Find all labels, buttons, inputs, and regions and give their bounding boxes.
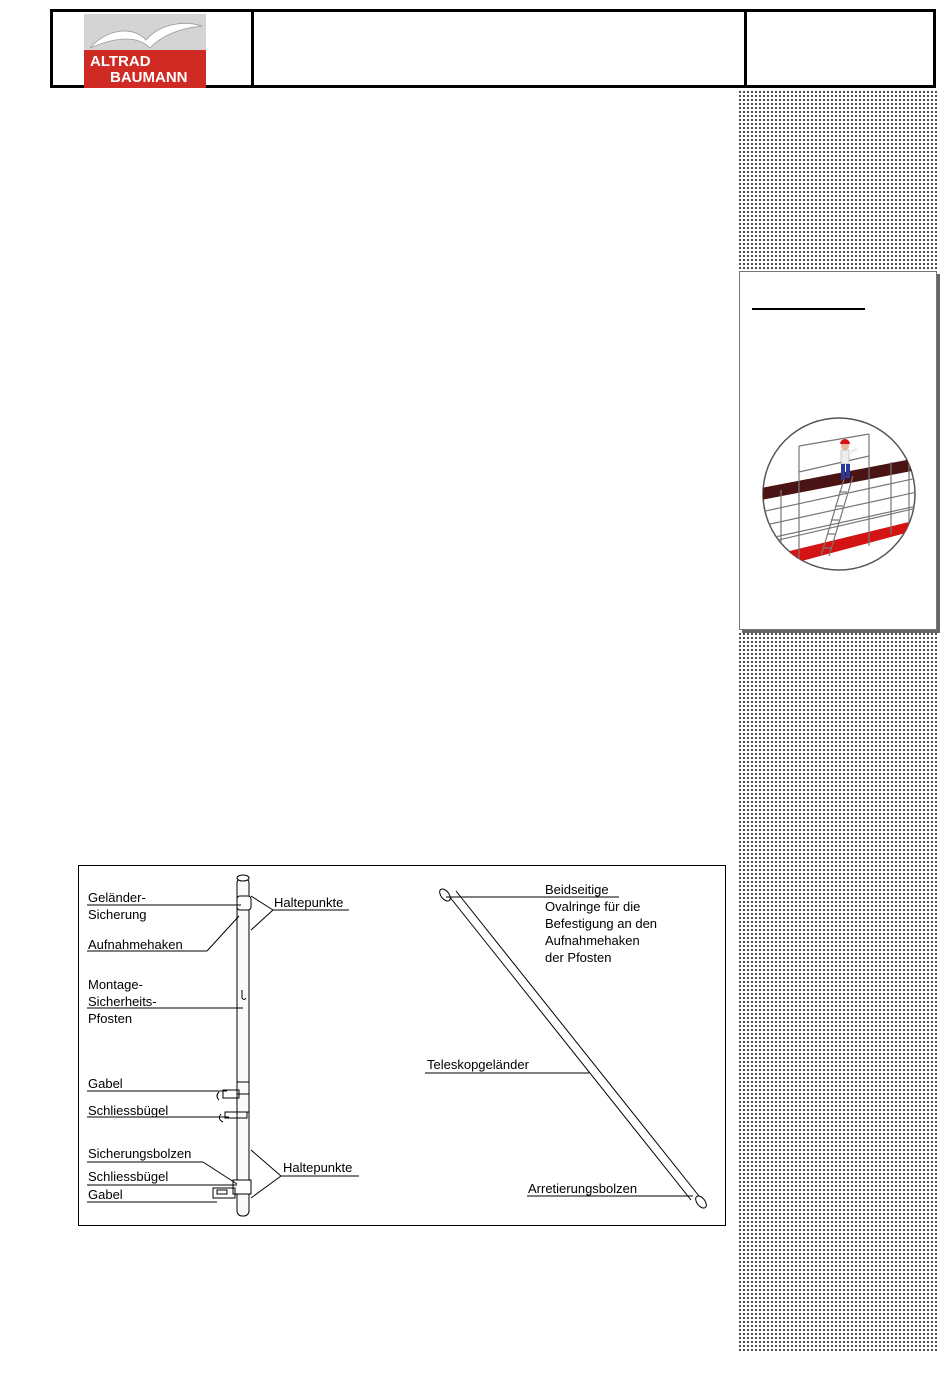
scaffold-worker-illustration [761, 416, 917, 572]
header-logo-cell [53, 12, 254, 85]
label-beidseitige-3: Befestigung an den [545, 916, 658, 931]
label-gabel-bottom: Gabel [88, 1187, 123, 1202]
logo-text-altrad: ALTRAD [90, 53, 151, 70]
label-gabel-top: Gabel [88, 1076, 123, 1091]
sidebar-heading-rule [752, 308, 865, 310]
label-beidseitige-2: Ovalringe für die [545, 899, 641, 914]
label-schliessbuegel-top: Schliessbügel [88, 1103, 169, 1118]
label-haltepunkte-bottom: Haltepunkte [283, 1160, 353, 1175]
bird-icon [88, 18, 204, 52]
logo-text-baumann: BAUMANN [110, 69, 188, 86]
label-teleskopgelaender: Teleskopgeländer [427, 1057, 529, 1072]
page-header [50, 9, 936, 88]
label-montage-1: Montage- [88, 977, 143, 992]
label-gelaender-1: Geländer- [88, 890, 146, 905]
label-beidseitige-4: Aufnahmehaken [545, 933, 640, 948]
label-arretierungsbolzen: Arretierungsbolzen [528, 1181, 638, 1196]
header-title-cell [251, 12, 747, 85]
sidebar-pattern-top [738, 90, 938, 270]
label-schliessbuegel-bottom: Schliessbügel [88, 1169, 169, 1184]
label-beidseitige-1: Beidseitige [545, 882, 609, 897]
sidebar-pattern-bottom [738, 632, 938, 1352]
label-sicherungsbolzen: Sicherungsbolzen [88, 1146, 192, 1161]
component-diagram [78, 865, 726, 1226]
label-beidseitige-5: der Pfosten [545, 950, 612, 965]
label-haltepunkte-top: Haltepunkte [274, 895, 344, 910]
label-aufnahmehaken: Aufnahmehaken [88, 937, 183, 952]
label-montage-2: Sicherheits- [88, 994, 157, 1009]
sidebar-info-box [739, 271, 937, 630]
label-gelaender-2: Sicherung [88, 907, 147, 922]
label-montage-3: Pfosten [88, 1011, 133, 1026]
altrad-baumann-logo [84, 14, 206, 88]
